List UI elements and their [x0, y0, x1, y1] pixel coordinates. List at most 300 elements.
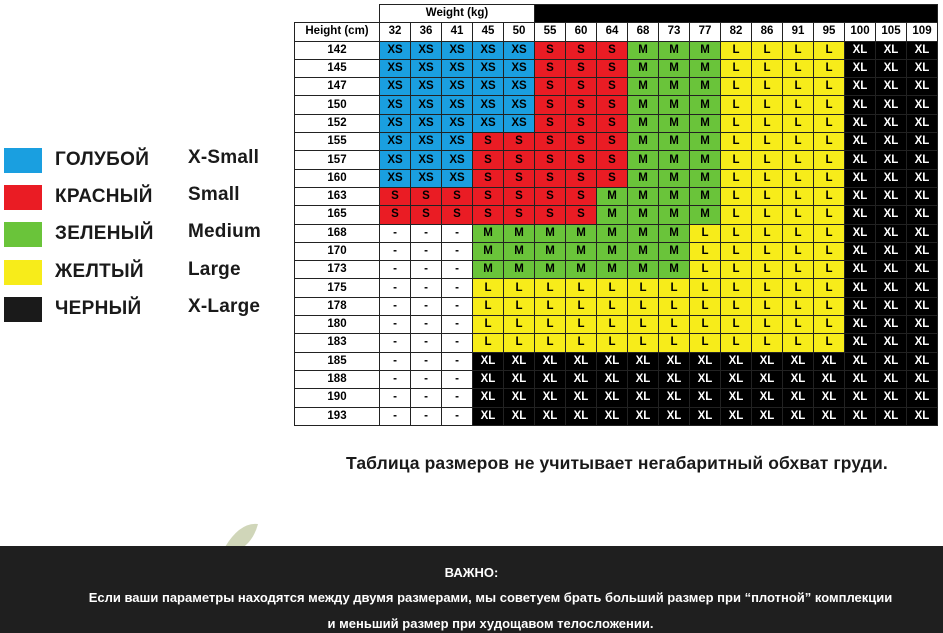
size-cell: S — [535, 151, 566, 169]
size-cell: XL — [876, 96, 907, 114]
size-cell: L — [721, 133, 752, 151]
size-cell: L — [690, 224, 721, 242]
weight-value: 64 — [597, 23, 628, 41]
size-cell: L — [721, 169, 752, 187]
size-cell: S — [535, 187, 566, 205]
size-cell: XL — [690, 407, 721, 425]
size-cell: XL — [876, 169, 907, 187]
size-cell: XS — [504, 96, 535, 114]
size-cell: - — [380, 242, 411, 260]
size-cell: L — [814, 41, 845, 59]
table-row — [295, 78, 938, 96]
size-cell: L — [473, 279, 504, 297]
size-cell: XL — [504, 352, 535, 370]
size-cell: L — [566, 279, 597, 297]
size-cell: XL — [473, 370, 504, 388]
size-cell: S — [597, 41, 628, 59]
size-chart-table — [294, 4, 938, 426]
size-cell: XL — [504, 370, 535, 388]
size-cell: S — [566, 114, 597, 132]
size-cell: M — [690, 41, 721, 59]
size-cell: XS — [442, 59, 473, 77]
size-cell: S — [473, 133, 504, 151]
legend-size-name: Large — [188, 258, 241, 280]
size-cell: L — [628, 297, 659, 315]
size-cell: L — [659, 316, 690, 334]
size-cell: XL — [876, 279, 907, 297]
table-row — [295, 96, 938, 114]
chest-note: Таблица размеров не учитывает негабаритный обхват груди. — [346, 453, 888, 473]
size-cell: L — [814, 133, 845, 151]
size-cell: XL — [907, 407, 938, 425]
size-cell: M — [597, 224, 628, 242]
table-row — [295, 187, 938, 205]
table-row — [295, 279, 938, 297]
size-cell: XL — [783, 352, 814, 370]
size-cell: L — [752, 261, 783, 279]
size-cell: M — [628, 96, 659, 114]
size-cell: M — [659, 224, 690, 242]
header-black-band — [535, 5, 938, 23]
size-cell: XL — [814, 389, 845, 407]
size-cell: M — [659, 169, 690, 187]
size-cell: L — [752, 187, 783, 205]
footer-line-2: и меньший размер при худощавом телосложении. — [327, 616, 654, 631]
size-cell: S — [566, 206, 597, 224]
size-cell: XL — [473, 407, 504, 425]
weight-values-row — [295, 23, 938, 41]
size-cell: XS — [473, 78, 504, 96]
weight-value: 50 — [504, 23, 535, 41]
size-cell: L — [628, 334, 659, 352]
size-cell: M — [659, 78, 690, 96]
size-cell: L — [752, 242, 783, 260]
legend-item — [0, 291, 290, 328]
size-cell: XL — [783, 407, 814, 425]
size-cell: - — [411, 261, 442, 279]
size-cell: S — [473, 169, 504, 187]
table-row — [295, 114, 938, 132]
size-cell: M — [659, 133, 690, 151]
size-cell: XL — [845, 169, 876, 187]
size-cell: L — [814, 169, 845, 187]
size-cell: M — [504, 224, 535, 242]
height-value: 183 — [295, 334, 380, 352]
height-value: 175 — [295, 279, 380, 297]
size-cell: L — [783, 334, 814, 352]
size-cell: L — [752, 59, 783, 77]
size-cell: XL — [907, 78, 938, 96]
size-cell: L — [783, 169, 814, 187]
size-cell: XL — [721, 389, 752, 407]
height-value: 190 — [295, 389, 380, 407]
size-cell: L — [659, 279, 690, 297]
size-cell: XL — [907, 297, 938, 315]
size-cell: L — [535, 334, 566, 352]
size-cell: XL — [752, 389, 783, 407]
size-cell: L — [783, 224, 814, 242]
size-cell: L — [504, 279, 535, 297]
size-cell: L — [628, 279, 659, 297]
table-row — [295, 370, 938, 388]
size-cell: S — [566, 151, 597, 169]
size-cell: M — [659, 41, 690, 59]
table-row — [295, 151, 938, 169]
size-cell: M — [473, 242, 504, 260]
size-cell: XS — [411, 78, 442, 96]
size-cell: XL — [876, 206, 907, 224]
size-cell: XS — [442, 41, 473, 59]
table-row — [295, 407, 938, 425]
size-cell: L — [721, 297, 752, 315]
table-row — [295, 334, 938, 352]
size-cell: XS — [442, 114, 473, 132]
size-cell: M — [690, 133, 721, 151]
size-cell: XL — [876, 114, 907, 132]
size-cell: M — [504, 242, 535, 260]
size-cell: XL — [597, 407, 628, 425]
important-footer — [0, 546, 943, 633]
size-cell: M — [628, 59, 659, 77]
size-cell: M — [628, 206, 659, 224]
height-value: 165 — [295, 206, 380, 224]
size-cell: XL — [566, 352, 597, 370]
size-cell: XS — [380, 169, 411, 187]
legend-color-name: ЗЕЛЕНЫЙ — [55, 223, 154, 245]
size-cell: XL — [845, 370, 876, 388]
size-cell: L — [783, 242, 814, 260]
size-cell: M — [628, 78, 659, 96]
size-cell: - — [411, 334, 442, 352]
table-row — [295, 261, 938, 279]
table-row — [295, 316, 938, 334]
size-cell: XL — [907, 389, 938, 407]
size-cell: - — [411, 297, 442, 315]
weight-value: 82 — [721, 23, 752, 41]
size-cell: L — [597, 316, 628, 334]
size-cell: XS — [442, 96, 473, 114]
size-cell: XL — [845, 114, 876, 132]
size-cell: L — [566, 297, 597, 315]
size-cell: - — [411, 407, 442, 425]
size-cell: XL — [752, 407, 783, 425]
size-cell: L — [814, 279, 845, 297]
size-cell: M — [659, 242, 690, 260]
size-cell: XS — [411, 169, 442, 187]
size-cell: L — [690, 297, 721, 315]
size-cell: L — [783, 316, 814, 334]
table-row — [295, 352, 938, 370]
size-cell: L — [814, 187, 845, 205]
size-cell: L — [752, 114, 783, 132]
size-cell: L — [783, 206, 814, 224]
size-cell: XL — [876, 242, 907, 260]
size-cell: S — [566, 78, 597, 96]
size-cell: M — [628, 224, 659, 242]
size-cell: XL — [876, 261, 907, 279]
height-value: 178 — [295, 297, 380, 315]
legend-color-name: КРАСНЫЙ — [55, 186, 153, 208]
size-cell: L — [814, 151, 845, 169]
size-cell: M — [535, 242, 566, 260]
size-cell: S — [380, 206, 411, 224]
size-cell: XL — [845, 352, 876, 370]
weight-label: Weight (kg) — [380, 5, 535, 23]
size-cell: L — [721, 334, 752, 352]
size-cell: L — [566, 316, 597, 334]
weight-value: 60 — [566, 23, 597, 41]
size-cell: L — [473, 316, 504, 334]
size-cell: XL — [504, 389, 535, 407]
weight-value: 105 — [876, 23, 907, 41]
size-cell: - — [380, 279, 411, 297]
height-value: 180 — [295, 316, 380, 334]
size-cell: XL — [876, 316, 907, 334]
size-cell: S — [504, 169, 535, 187]
size-cell: L — [690, 261, 721, 279]
size-cell: XL — [907, 316, 938, 334]
size-cell: M — [628, 169, 659, 187]
size-cell: XL — [690, 370, 721, 388]
height-value: 168 — [295, 224, 380, 242]
size-cell: M — [690, 151, 721, 169]
legend-size-name: X-Small — [188, 147, 260, 168]
size-cell: XL — [504, 407, 535, 425]
size-cell: - — [442, 352, 473, 370]
legend-item — [0, 142, 290, 179]
size-cell: - — [380, 224, 411, 242]
size-cell: M — [659, 151, 690, 169]
size-cell: L — [690, 316, 721, 334]
size-cell: - — [411, 224, 442, 242]
size-cell: L — [659, 297, 690, 315]
size-cell: XL — [907, 114, 938, 132]
size-cell: XS — [380, 114, 411, 132]
size-cell: XS — [380, 78, 411, 96]
table-row — [295, 224, 938, 242]
size-cell: L — [721, 59, 752, 77]
size-cell: XL — [845, 151, 876, 169]
size-cell: - — [442, 407, 473, 425]
height-value: 193 — [295, 407, 380, 425]
size-cell: XL — [876, 151, 907, 169]
size-cell: XL — [845, 261, 876, 279]
size-cell: L — [473, 297, 504, 315]
weight-value: 77 — [690, 23, 721, 41]
weight-value: 95 — [814, 23, 845, 41]
size-cell: XL — [876, 370, 907, 388]
size-cell: XL — [845, 224, 876, 242]
size-cell: XL — [659, 370, 690, 388]
size-cell: M — [597, 206, 628, 224]
size-cell: M — [566, 224, 597, 242]
size-cell: S — [597, 169, 628, 187]
size-cell: L — [721, 206, 752, 224]
size-cell: S — [597, 114, 628, 132]
size-cell: XS — [411, 133, 442, 151]
size-cell: S — [597, 151, 628, 169]
size-cell: XL — [721, 352, 752, 370]
size-cell: XL — [845, 41, 876, 59]
size-cell: - — [380, 370, 411, 388]
size-cell: L — [752, 41, 783, 59]
size-cell: XS — [442, 169, 473, 187]
size-cell: XL — [597, 370, 628, 388]
size-cell: M — [690, 169, 721, 187]
size-cell: L — [721, 224, 752, 242]
size-cell: S — [566, 96, 597, 114]
size-cell: XL — [845, 96, 876, 114]
size-cell: XL — [845, 389, 876, 407]
size-cell: - — [380, 261, 411, 279]
size-cell: XL — [907, 370, 938, 388]
size-cell: L — [814, 261, 845, 279]
size-cell: XS — [473, 114, 504, 132]
size-cell: L — [783, 59, 814, 77]
size-cell: M — [690, 59, 721, 77]
size-cell: L — [814, 96, 845, 114]
weight-value: 45 — [473, 23, 504, 41]
size-cell: L — [814, 316, 845, 334]
size-cell: XL — [907, 187, 938, 205]
size-cell: M — [566, 261, 597, 279]
size-cell: - — [442, 261, 473, 279]
legend-swatch — [4, 148, 42, 173]
size-cell: L — [721, 114, 752, 132]
size-cell: M — [597, 242, 628, 260]
size-cell: L — [752, 151, 783, 169]
size-cell: XL — [597, 352, 628, 370]
size-cell: L — [504, 297, 535, 315]
size-cell: - — [380, 352, 411, 370]
size-cell: S — [535, 114, 566, 132]
size-cell: XS — [473, 96, 504, 114]
height-value: 160 — [295, 169, 380, 187]
size-cell: XS — [380, 96, 411, 114]
size-cell: XS — [442, 78, 473, 96]
size-cell: M — [659, 96, 690, 114]
size-cell: L — [597, 297, 628, 315]
size-cell: L — [535, 316, 566, 334]
size-cell: - — [380, 316, 411, 334]
size-cell: L — [721, 151, 752, 169]
size-cell: S — [597, 59, 628, 77]
size-cell: L — [783, 114, 814, 132]
size-cell: XS — [504, 59, 535, 77]
size-cell: S — [442, 206, 473, 224]
legend-color-name: ЖЕЛТЫЙ — [55, 260, 144, 282]
size-cell: XL — [876, 187, 907, 205]
size-cell: L — [814, 334, 845, 352]
size-cell: L — [814, 59, 845, 77]
size-cell: XL — [907, 352, 938, 370]
size-cell: - — [442, 334, 473, 352]
table-row — [295, 206, 938, 224]
size-cell: XL — [690, 389, 721, 407]
size-cell: S — [535, 96, 566, 114]
size-cell: XL — [690, 352, 721, 370]
size-cell: S — [597, 133, 628, 151]
size-cell: XL — [907, 206, 938, 224]
size-cell: L — [721, 279, 752, 297]
size-cell: XS — [411, 96, 442, 114]
size-cell: XL — [876, 133, 907, 151]
size-cell: L — [783, 78, 814, 96]
size-cell: L — [535, 297, 566, 315]
size-cell: XL — [907, 169, 938, 187]
weight-value: 36 — [411, 23, 442, 41]
size-cell: M — [628, 151, 659, 169]
size-cell: S — [473, 206, 504, 224]
size-cell: XL — [473, 389, 504, 407]
size-cell: L — [504, 334, 535, 352]
size-cell: M — [473, 224, 504, 242]
size-cell: XL — [845, 206, 876, 224]
size-cell: XL — [907, 224, 938, 242]
size-cell: XL — [659, 407, 690, 425]
size-cell: S — [535, 133, 566, 151]
size-cell: XL — [907, 279, 938, 297]
size-cell: L — [814, 206, 845, 224]
size-cell: XL — [907, 59, 938, 77]
weight-value: 41 — [442, 23, 473, 41]
size-cell: XL — [814, 352, 845, 370]
height-label: Height (cm) — [295, 23, 380, 41]
size-cell: S — [535, 169, 566, 187]
weight-value: 91 — [783, 23, 814, 41]
height-value: 163 — [295, 187, 380, 205]
size-cell: S — [597, 96, 628, 114]
size-cell: L — [783, 41, 814, 59]
size-cell: S — [504, 206, 535, 224]
size-cell: - — [380, 389, 411, 407]
size-cell: - — [411, 389, 442, 407]
size-cell: XS — [473, 41, 504, 59]
size-cell: L — [721, 96, 752, 114]
size-cell: M — [659, 187, 690, 205]
size-cell: M — [535, 261, 566, 279]
size-cell: XS — [473, 59, 504, 77]
size-cell: L — [690, 242, 721, 260]
footer-line-1: Если ваши параметры находятся между двумя размерами, мы советуем брать больший размер при “плотной” комплекции — [88, 590, 893, 605]
size-cell: S — [504, 133, 535, 151]
weight-value: 68 — [628, 23, 659, 41]
size-cell: XL — [876, 297, 907, 315]
size-cell: S — [411, 187, 442, 205]
size-cell: XL — [876, 59, 907, 77]
size-cell: M — [628, 187, 659, 205]
size-cell: L — [628, 316, 659, 334]
size-cell: L — [752, 206, 783, 224]
size-cell: M — [690, 96, 721, 114]
size-cell: XS — [380, 59, 411, 77]
size-cell: M — [690, 78, 721, 96]
size-cell: XS — [442, 133, 473, 151]
size-cell: XS — [504, 114, 535, 132]
legend-item — [0, 254, 290, 291]
size-cell: - — [411, 370, 442, 388]
size-cell: M — [473, 261, 504, 279]
height-value: 170 — [295, 242, 380, 260]
size-cell: XL — [783, 370, 814, 388]
size-cell: L — [752, 78, 783, 96]
size-cell: - — [411, 242, 442, 260]
size-cell: S — [380, 187, 411, 205]
size-cell: XL — [845, 133, 876, 151]
size-cell: XS — [504, 78, 535, 96]
size-cell: XL — [659, 389, 690, 407]
size-cell: L — [814, 297, 845, 315]
